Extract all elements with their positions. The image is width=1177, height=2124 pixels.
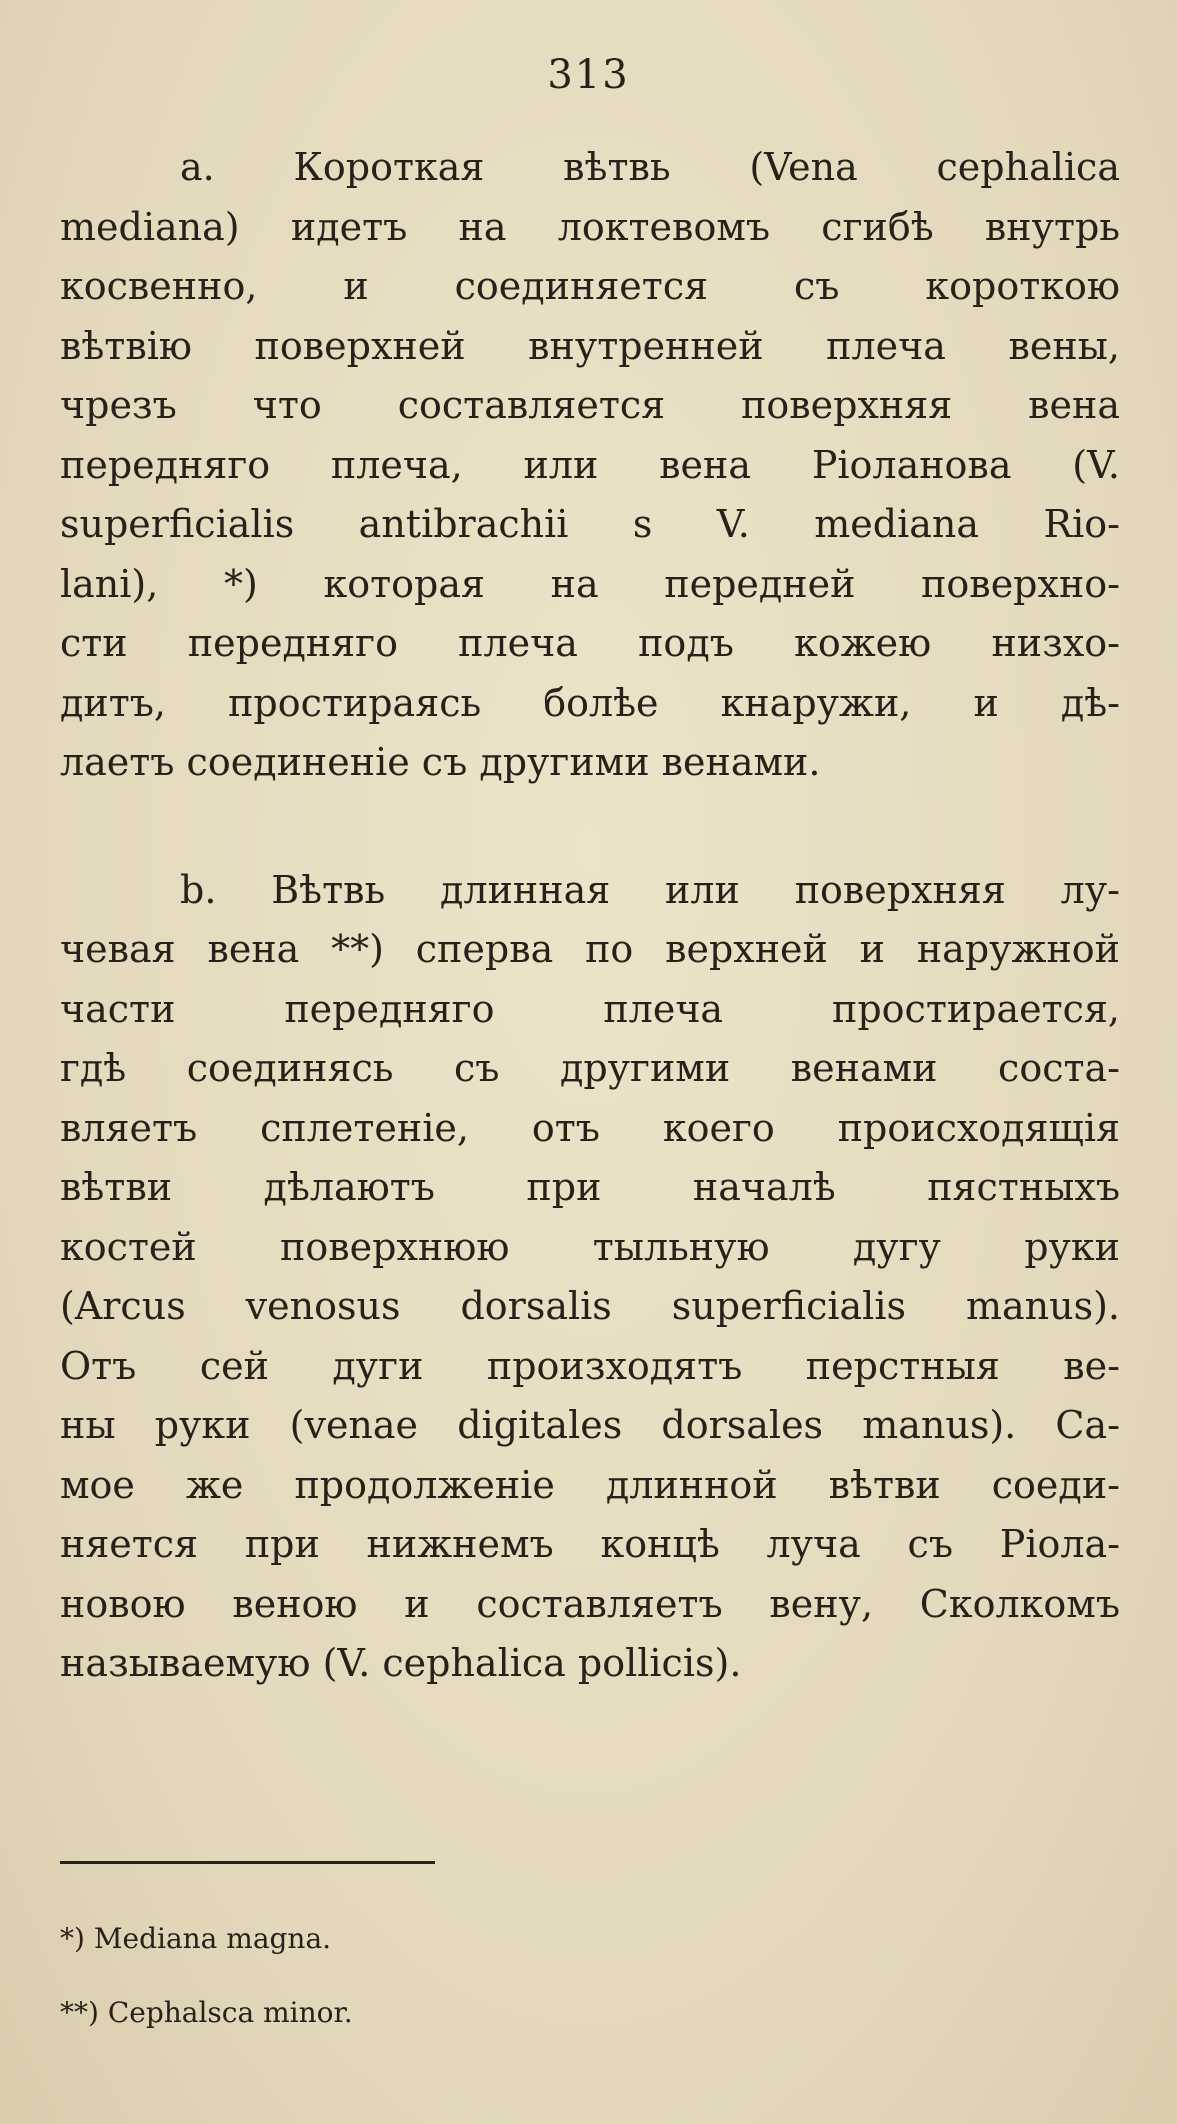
- text-line: lani), *) которая на передней поверхно-: [60, 561, 1120, 606]
- text-line: новою веною и составляетъ вену, Сколкомъ: [60, 1581, 1120, 1626]
- text-line: сти передняго плеча подъ кожею низхо-: [60, 621, 1120, 665]
- text-line: няется при нижнемъ концѣ луча съ Ріола-: [60, 1522, 1120, 1566]
- text-line: mediana) идетъ на локтевомъ сгибѣ внутрь: [60, 204, 1120, 249]
- footnote-rule: [60, 1861, 435, 1864]
- text-line: вѣтви дѣлаютъ при началѣ пястныхъ: [60, 1165, 1120, 1209]
- text-line: называемую (V. cephalica pollicis).: [60, 1641, 742, 1685]
- text-line: передняго плеча, или вена Ріоланова (V.: [60, 442, 1120, 487]
- text-line: мое же продолженіе длинной вѣтви соеди-: [60, 1462, 1120, 1507]
- text-line: части передняго плеча простирается,: [60, 986, 1120, 1031]
- text-line: ны руки (venae digitales dorsales manus). Са-: [60, 1403, 1120, 1447]
- paragraph-gap: [60, 793, 1120, 861]
- text-line: дитъ, простираясь болѣе кнаружи, и дѣ-: [60, 680, 1120, 725]
- text-line: косвенно, и соединяется съ короткою: [60, 264, 1120, 308]
- text-line: b. Вѣтвь длинная или поверхняя лу-: [180, 867, 1120, 912]
- text-line: a. Короткая вѣтвь (Vena cephalica: [180, 145, 1120, 189]
- text-line: лаетъ соединеніе съ другими венами.: [60, 740, 821, 784]
- text-line: вѣтвію поверхней внутренней плеча вены,: [60, 323, 1120, 368]
- text-line: костей поверхнюю тыльную дугу руки: [60, 1224, 1120, 1269]
- footnote: **) Cephalsca minor.: [60, 1996, 353, 2029]
- paragraph-b: [60, 861, 1120, 1694]
- page-number: 313: [547, 52, 630, 98]
- text-line: (Arcus venosus dorsalis superficialis manus).: [60, 1284, 1120, 1328]
- text-line: чрезъ что составляется поверхняя вена: [60, 383, 1120, 427]
- text-line: гдѣ соединясь съ другими венами соста-: [60, 1046, 1120, 1090]
- text-line: superficialis antibrachii s V. mediana Rio-: [60, 502, 1120, 546]
- footnote: *) Mediana magna.: [60, 1922, 332, 1955]
- text-line: Отъ сей дуги произходятъ перстныя ве-: [60, 1343, 1120, 1388]
- text-line: вляетъ сплетеніе, отъ коего происходящія: [60, 1105, 1120, 1150]
- paragraph-a: [60, 138, 1120, 793]
- text-line: чевая вена **) сперва по верхней и наружной: [60, 927, 1120, 971]
- body-text: [60, 138, 1120, 1694]
